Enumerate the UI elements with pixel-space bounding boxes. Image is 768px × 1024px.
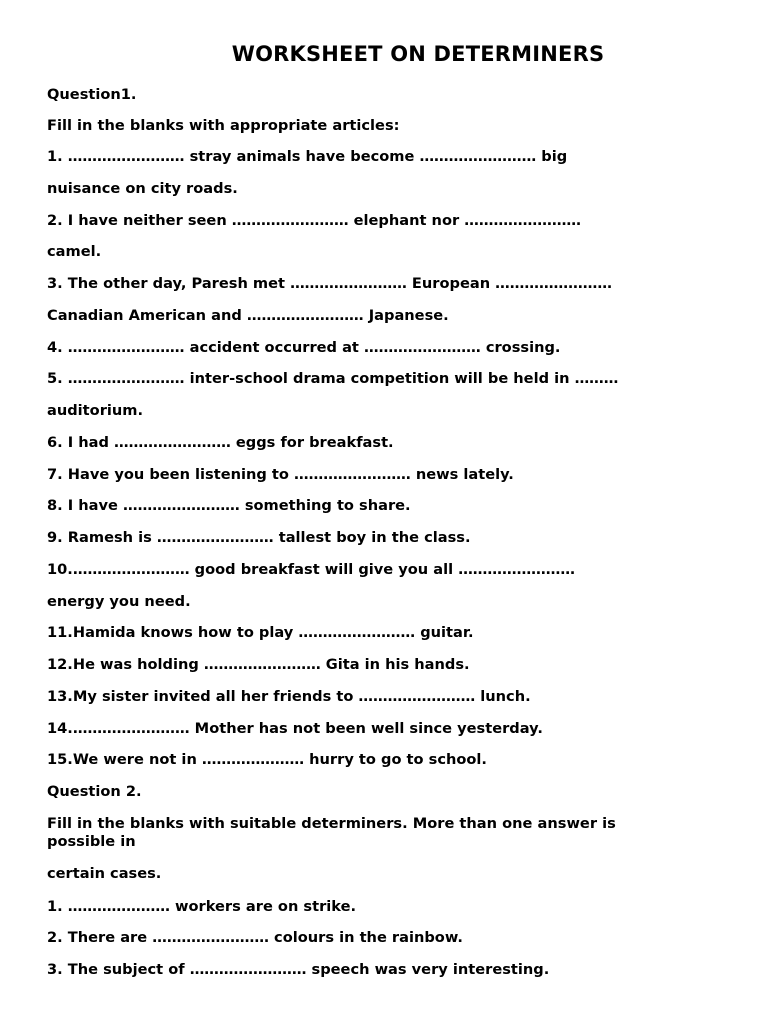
- question-1-item-12: 12.He was holding …………………… Gita in his hands.: [47, 656, 470, 673]
- worksheet-title: WORKSHEET ON DETERMINERS: [231, 42, 605, 66]
- question-1-item-1-continued: nuisance on city roads.: [47, 180, 238, 197]
- question-2-item-3: 3. The subject of …………………… speech was very interesting.: [47, 961, 550, 978]
- question-1-item-11: 11.Hamida knows how to play …………………… guitar.: [47, 624, 474, 641]
- question-1-item-6: 6. I had …………………… eggs for breakfast.: [47, 434, 394, 451]
- question-2-heading: Question 2.: [47, 783, 142, 800]
- question-1-item-5: 5. …………………… inter-school drama competition will be held in ………: [47, 370, 619, 387]
- question-1-item-1: 1. …………………… stray animals have become …………………… big: [47, 148, 568, 165]
- question-1-item-14: 14.…………………… Mother has not been well since yesterday.: [47, 720, 543, 737]
- question-1-item-10: 10.…………………… good breakfast will give you all ……………………: [47, 561, 575, 578]
- question-2-item-1: 1. ………………… workers are on strike.: [47, 898, 357, 915]
- question-2-instruction: Fill in the blanks with suitable determiners. More than one answer is possible in: [47, 815, 616, 850]
- question-1-item-15: 15.We were not in ………………… hurry to go to school.: [47, 751, 487, 768]
- question-1-item-9: 9. Ramesh is …………………… tallest boy in the class.: [47, 529, 471, 546]
- question-1-item-3: 3. The other day, Paresh met …………………… European ……………………: [47, 275, 612, 292]
- question-1-item-8: 8. I have …………………… something to share.: [47, 497, 411, 514]
- question-1-item-2: 2. I have neither seen …………………… elephant nor ……………………: [47, 212, 582, 229]
- question-2-item-2: 2. There are …………………… colours in the rainbow.: [47, 929, 463, 946]
- question-1-item-5-continued: auditorium.: [47, 402, 144, 419]
- question-1-instruction: Fill in the blanks with appropriate articles:: [47, 117, 400, 134]
- question-1-heading: Question1.: [47, 86, 137, 103]
- question-1-item-4: 4. …………………… accident occurred at …………………… crossing.: [47, 339, 561, 356]
- question-1-item-2-continued: camel.: [47, 243, 102, 260]
- question-1-item-10-continued: energy you need.: [47, 593, 191, 610]
- question-1-item-3-continued: Canadian American and …………………… Japanese.: [47, 307, 449, 324]
- question-2-instruction-continued: certain cases.: [47, 865, 162, 882]
- question-1-item-7: 7. Have you been listening to …………………… news lately.: [47, 466, 514, 483]
- question-1-item-13: 13.My sister invited all her friends to …………………… lunch.: [47, 688, 531, 705]
